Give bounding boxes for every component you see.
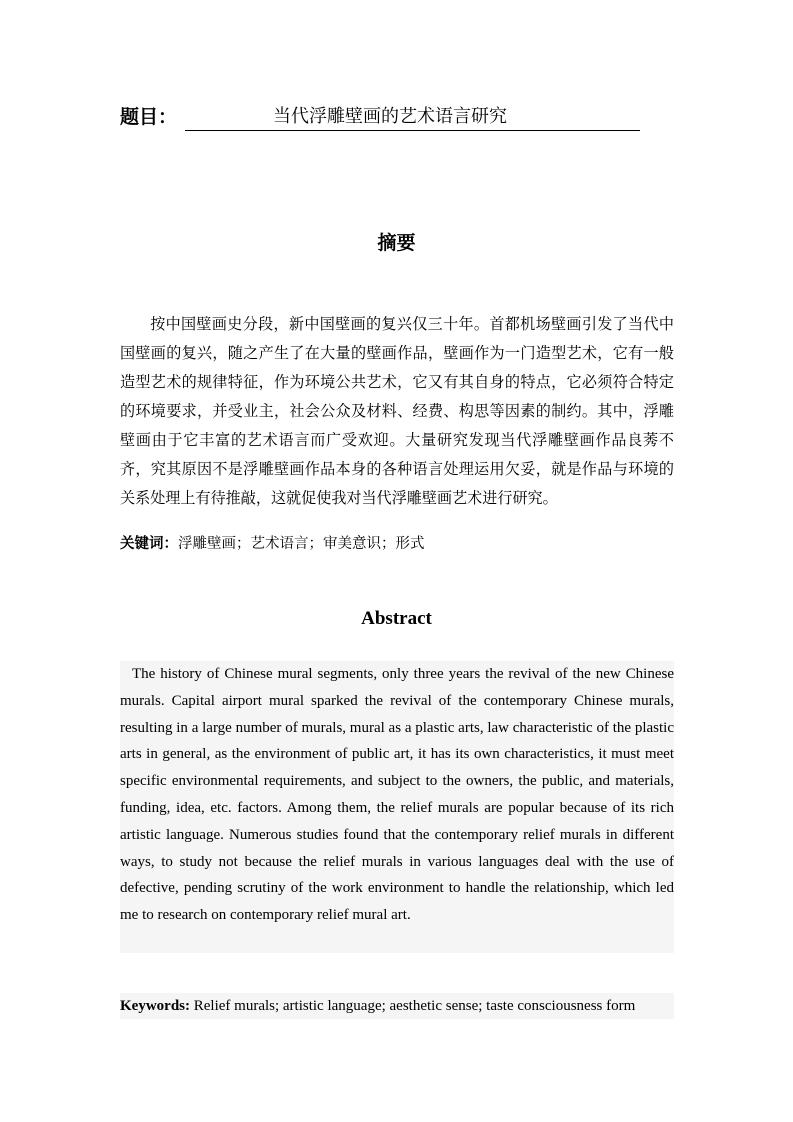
chinese-keywords-label: 关键词： xyxy=(120,536,178,552)
chinese-keywords xyxy=(120,531,674,557)
title-label: 题目： xyxy=(120,106,178,128)
english-keywords-label: Keywords: xyxy=(120,998,190,1014)
thesis-title: 当代浮雕壁画的艺术语言研究 xyxy=(185,104,640,131)
chinese-keywords-text: 浮雕壁画；艺术语言；审美意识；形式 xyxy=(178,536,425,552)
title-row xyxy=(120,103,640,131)
english-abstract-body: The history of Chinese mural segments, only three years the revival of the new Chinese murals. Capital airport mural sparked the revival of the contemporary Chinese murals, resulting in a large number of murals, mural as a plastic arts, law characteristic of the plastic arts in general, as the environment of public art, it has its own characteristics, it must meet specific environmental requirements, and subject to the owners, the public, and materials, funding, idea, etc. factors. Among them, the relief murals are popular because of its rich artistic language. Numerous studies found that the contemporary relief murals in different ways, to study not because the relief murals in various languages deal with the use of defective, pending scrutiny of the work environment to handle the relationship, which led me to research on contemporary relief mural art. xyxy=(120,661,674,953)
chinese-abstract-heading: 摘要 xyxy=(377,232,416,254)
english-keywords xyxy=(120,993,674,1019)
english-keywords-text: Relief murals; artistic language; aesthetic sense; taste consciousness form xyxy=(190,998,636,1014)
english-abstract-heading: Abstract xyxy=(361,608,432,629)
chinese-abstract-body: 按中国壁画史分段，新中国壁画的复兴仅三十年。首都机场壁画引发了当代中国壁画的复兴，随之产生了在大量的壁画作品，壁画作为一门造型艺术，它有一般造型艺术的规律特征，作为环境公共艺术，它又有其自身的特点，它必须符合特定的环境要求，并受业主，社会公众及材料、经费、构思等因素的制约。其中，浮雕壁画由于它丰富的艺术语言而广受欢迎。大量研究发现当代浮雕壁画作品良莠不齐，究其原因不是浮雕壁画作品本身的各种语言处理运用欠妥，就是作品与环境的关系处理上有待推敲，这就促使我对当代浮雕壁画艺术进行研究。 xyxy=(120,315,674,507)
